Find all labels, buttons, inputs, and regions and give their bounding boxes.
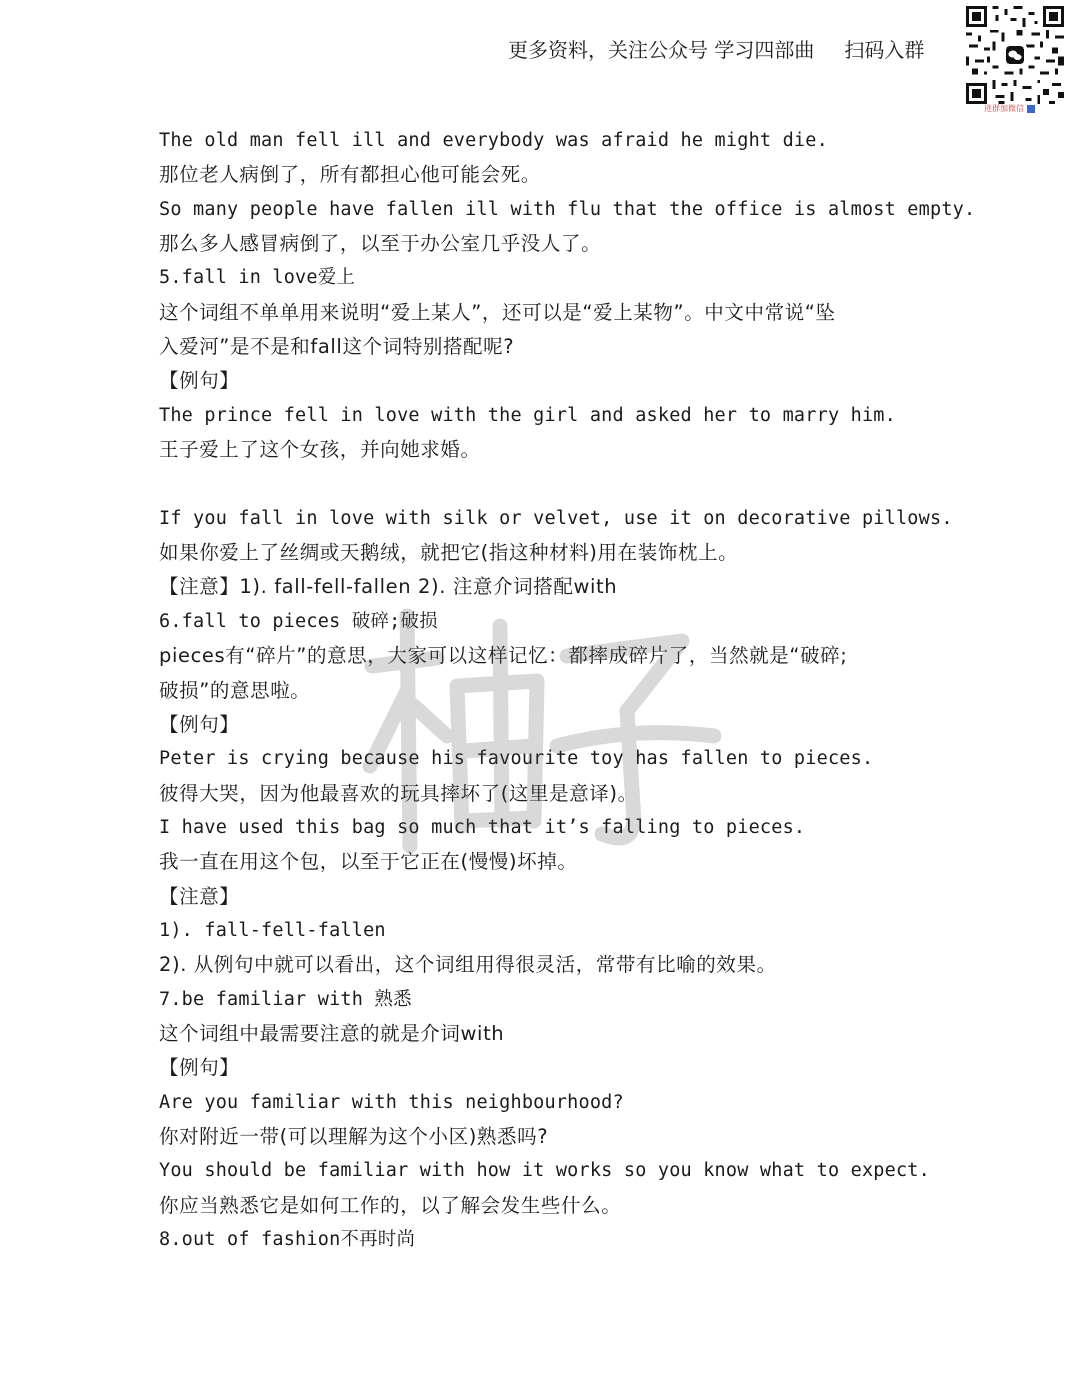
text-line: 【注意】1). fall-fell-fallen 2). 注意介词搭配with <box>159 575 618 599</box>
text-line: 我一直在用这个包，以至于它正在(慢慢)坏掉。 <box>159 850 578 874</box>
page-header <box>508 36 924 64</box>
text-line: The prince fell in love with the girl and asked her to marry him. <box>159 404 896 426</box>
text-line: 那么多人感冒病倒了，以至于办公室几乎没人了。 <box>159 232 602 256</box>
text-line: 【例句】 <box>159 1056 240 1080</box>
text-line: The old man fell ill and everybody was afraid he might die. <box>159 130 828 151</box>
text-line: 1). fall-fell-fallen <box>159 919 386 941</box>
header-join-text: 扫码入群 <box>844 38 925 62</box>
text-line: 这个词组中最需要注意的就是介词with <box>159 1021 505 1045</box>
text-line: 破损”的意思啦。 <box>159 678 311 702</box>
blank-line <box>159 467 949 501</box>
text-line: You should be familiar with how it works so you know what to expect. <box>159 1160 930 1182</box>
text-line: 王子爱上了这个女孩，并向她求婚。 <box>159 438 481 462</box>
text-line: 入爱河”是不是和fall这个词特别搭配呢? <box>159 335 515 359</box>
text-line: Peter is crying because his favourite toy has fallen to pieces. <box>159 748 874 770</box>
header-promo-text: 更多资料，关注公众号 学习四部曲 <box>508 38 815 62</box>
text-line: 如果你爱上了丝绸或天鹅绒，就把它(指这种材料)用在装饰枕上。 <box>159 541 739 565</box>
qr-caption-text: 进群加微信 <box>984 104 1024 113</box>
document-body <box>159 124 976 1257</box>
text-line: I have used this bag so much that it’s falling to pieces. <box>159 816 806 838</box>
text-line: 你应当熟悉它是如何工作的，以了解会发生些什么。 <box>159 1193 622 1217</box>
text-line: 【注意】 <box>159 884 240 908</box>
text-line: 7.be familiar with 熟悉 <box>159 988 412 1010</box>
text-line: 【例句】 <box>159 712 240 736</box>
text-line: 【例句】 <box>159 369 240 393</box>
qr-caption <box>984 104 1035 114</box>
text-line: 那位老人病倒了，所有都担心他可能会死。 <box>159 163 541 187</box>
text-line: 这个词组不单单用来说明“爱上某人”，还可以是“爱上某物”。中文中常说“坠 <box>159 300 836 324</box>
qr-code-image[interactable] <box>966 6 1064 104</box>
text-line: 2). 从例句中就可以看出，这个词组用得很灵活，常带有比喻的效果。 <box>159 953 777 977</box>
text-line: So many people have fallen ill with flu that the office is almost empty. <box>159 198 976 220</box>
text-line: Are you familiar with this neighbourhood? <box>159 1091 624 1113</box>
qr-caption-badge <box>1027 105 1035 113</box>
text-line: 5.fall in love爱上 <box>159 267 356 289</box>
text-line: 你对附近一带(可以理解为这个小区)熟悉吗? <box>159 1124 549 1148</box>
text-line: pieces有“碎片”的意思，大家可以这样记忆：都摔成碎片了，当然就是“破碎; <box>159 644 848 668</box>
text-line: 8.out of fashion不再时尚 <box>159 1229 416 1250</box>
text-line: 6.fall to pieces 破碎;破损 <box>159 610 438 632</box>
text-line: 彼得大哭，因为他最喜欢的玩具摔坏了(这里是意译)。 <box>159 781 638 805</box>
text-line: If you fall in love with silk or velvet, use it on decorative pillows. <box>159 507 953 529</box>
